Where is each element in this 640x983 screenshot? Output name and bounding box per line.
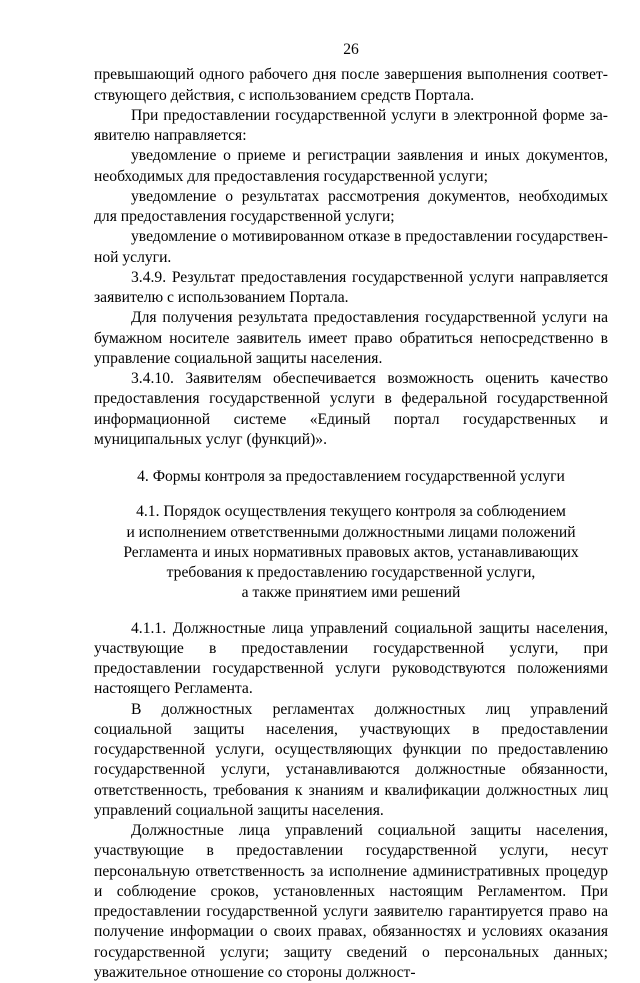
subsection-heading-line: и исполнением ответственными должностными лицами положений [94,523,608,543]
subsection-heading [94,502,608,603]
body-paragraph: При предоставлении государственной услуги в электронной форме заявителю направляется: [94,106,608,147]
body-paragraph: 3.4.10. Заявителям обеспечивается возможность оценить качество предоставления государственной услуги в федеральной государственной информационной системе «Единый портал государственных и муниципальных услуг (функций)». [94,369,608,450]
body-paragraph: превышающий одного рабочего дня после завершения выполнения соответствующего действия, с использованием средств Портала. [94,65,608,106]
body-paragraph: уведомление о мотивированном отказе в предоставлении государственной услуги. [94,227,608,268]
page-number: 26 [94,40,608,60]
subsection-heading-line: требования к предоставлению государственной услуги, [94,563,608,583]
paragraphs-after [94,619,608,983]
body-paragraph: уведомление о приеме и регистрации заявления и иных документов, необходимых для предоставления государственной услуги; [94,146,608,187]
body-paragraph: уведомление о результатах рассмотрения документов, необходимых для предоставления государственной услуги; [94,187,608,228]
section-heading: 4. Формы контроля за предоставлением государственной услуги [94,467,608,487]
document-page [94,40,608,983]
subsection-heading-line: 4.1. Порядок осуществления текущего контроля за соблюдением [94,502,608,522]
body-paragraph: 3.4.9. Результат предоставления государственной услуги направляется заявителю с использованием Портала. [94,268,608,309]
body-paragraph: Должностные лица управлений социальной защиты населения, участвующие в предоставлении государственной услуги, несут персональную ответственность за исполнение административных процедур и соблюдение сроков, установленных настоящим Регламентом. При предоставлении государственной услуги заявителю гарантируется право на получение информации о своих правах, обязанностях и условиях оказания государственной услуги; защиту сведений о персональных данных; уважительное отношение со стороны должност- [94,821,608,983]
subsection-heading-line: Регламента и иных нормативных правовых актов, устанавливающих [94,543,608,563]
body-paragraph: В должностных регламентах должностных лиц управлений социальной защиты населения, участвующих в предоставлении государственной услуги, осуществляющих функции по предоставлению государственной услуги, устанавливаются должностные обязанности, ответственность, требования к знаниям и квалификации должностных лиц управлений социальной защиты населения. [94,700,608,822]
subsection-heading-line: а также принятием ими решений [94,583,608,603]
body-paragraph: 4.1.1. Должностные лица управлений социальной защиты населения, участвующие в предоставлении государственной услуги, при предоставлении государственной услуги руководствуются положениями настоящего Регламента. [94,619,608,700]
paragraphs-before [94,65,608,450]
body-paragraph: Для получения результата предоставления государственной услуги на бумажном носителе заявитель имеет право обратиться непосредственно в управление социальной защиты населения. [94,308,608,369]
